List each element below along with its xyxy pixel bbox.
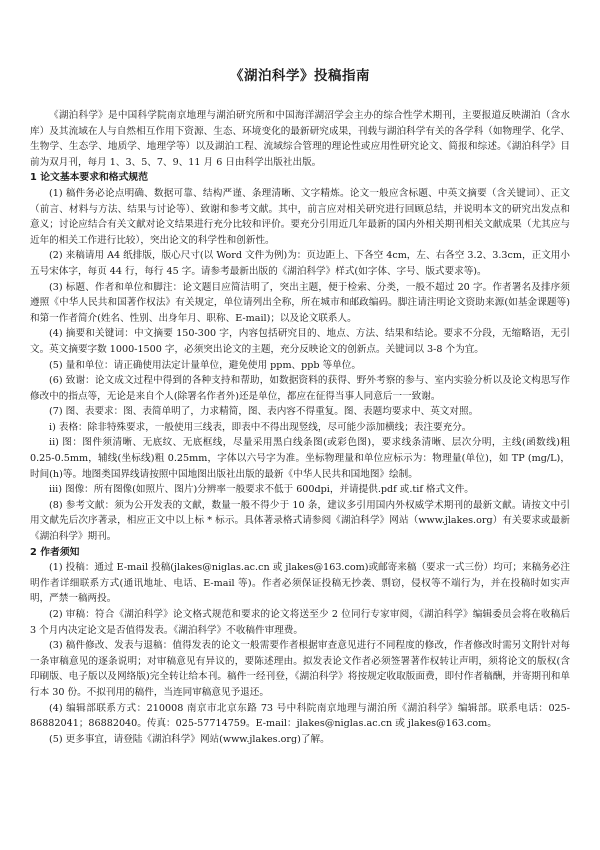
requirement-item: (8) 参考文献：须为公开发表的文献，数量一般不得少于 10 条，建议多引用国内外权威学术期刊的最新文献。请按文中引用文献先后次序著录，相应正文中以上标 * 标示。具体著录格式请参阅《湖泊科学》网站（www.jlakes.org）有关要求或最新《湖泊科学》期刊。 bbox=[30, 499, 570, 543]
requirement-subitem: ii) 图：图件须清晰、无底纹、无底框线，尽量采用黑白线条图(或彩色图)，要求线条清晰、层次分明，主线(函数线)粗 0.25-0.5mm，辅线(坐标线)粗 0.25mm，字体以六号字为准。坐标物理量和单位应标示为：物理量(单位)，如 TP (mg/L)，时间(h)等。地图类国界线请按照中国地图出版社出版的最新《中华人民共和国地图》绘制。 bbox=[30, 437, 570, 480]
requirement-item: (3) 标题、作者和单位和脚注：论文题目应简洁明了，突出主题，便于检索、分类，一般不超过 20 字。作者署名及排序须遵照《中华人民共和国著作权法》有关规定，单位请列出全称，所在城市和邮政编码。脚注请注明论文资助来源(如基金课题等)和第一作者简介(姓名、性别、出身年月、职称、E-mail)；以及论文联系人。 bbox=[30, 281, 570, 324]
requirement-subitem: i) 表格：除非特殊要求，一般使用三线表，即表中不得出现竖线，尽可能少添加横线；表注要充分。 bbox=[49, 421, 472, 433]
requirement-item: (7) 图、表要求：图、表简单明了，力求精简，图、表内容不得重复。图、表题均要求中、英文对照。 bbox=[49, 406, 479, 418]
author-note-item: (4) 编辑部联系方式：210008 南京市北京东路 73 号中科院南京地理与湖泊所《湖泊科学》编辑部。联系电话：025-86882041；86882040。传真：025-57714759。E-mail：jlakes@niglas.ac.cn 或 jlakes@163.com。 bbox=[30, 702, 570, 730]
author-note-item: (2) 审稿：符合《湖泊科学》论文格式规范和要求的论文将送至少 2 位同行专家审阅，《湖泊科学》编辑委员会将在收稿后 3 个月内决定论文是否值得发表。《湖泊科学》不收稿件审理费。 bbox=[30, 609, 570, 636]
requirement-subitem: iii) 图像：所有图像(如照片、图片)分辨率一般要求不低于 600dpi，并请提供.pdf 或.tif 格式文件。 bbox=[49, 484, 474, 496]
requirement-item: (4) 摘要和关键词：中文摘要 150-300 字，内容包括研究目的、地点、方法、结果和结论。要求不分段，无缩略语，无引文。英文摘要字数 1000-1500 字，必须突出论文的主题，充分反映论文的创新点。关键词以 3-8 个为宜。 bbox=[30, 328, 570, 355]
author-note-item: (1) 投稿：通过 E-mail 投稿(jlakes@niglas.ac.cn 或 jlakes@163.com)或邮寄来稿（要求一式三份）均可；来稿务必注明作者详细联系方式(通讯地址、电话、E-mail 等)。作者必须保证投稿无抄袭、剽窃，侵权等不端行为，并在投稿时如实声明，严禁一稿两投。 bbox=[30, 562, 570, 605]
author-note-item: (3) 稿件修改、发表与退稿：值得发表的论文一般需要作者根据审查意见进行不同程度的修改，作者修改时需另文附针对每一条审稿意见的逐条说明；对审稿意见有异议的，要陈述理由。拟发表论文作者必须签署著作权转让声明，须将论文的版权(含印刷版、电子版以及网络版)完全转让给本刊。稿件一经刊登，《湖泊科学》将按规定收取版面费，即付作者稿酬，并寄期刊和单行本 30 份。不拟刊用的稿件，当连同审稿意见予退还。 bbox=[30, 640, 570, 698]
requirement-item: (1) 稿件务必论点明确、数据可靠、结构严谨、条理清晰、文字精炼。论文一般应含标题、中英文摘要（含关键词）、正文（前言、材料与方法、结果与讨论等）、致谢和参考文献。其中，前言应对相关研究进行回顾总结，并说明本文的研究出发点和意义；讨论应结合有关文献对论文结果进行充分比较和评价。要充分引用近几年最新的国内外相关期刊相关文献成果（尤其应与近年的相关工作进行比较），突出论文的科学性和创新性。 bbox=[30, 187, 570, 246]
requirement-item: (2) 来稿请用 A4 纸排版，版心尺寸(以 Word 文件为例)为：页边距上、下各空 4cm，左、右各空 3.2、3.3cm，正文用小五号宋体字，每页 44 行，每行 45 字。请参考最新出版的《湖泊科学》样式(如字体、字号、版式要求等)。 bbox=[30, 250, 570, 277]
requirement-item: (6) 致谢：论文成文过程中得到的各种支持和帮助，如数据资料的获得、野外考察的参与、室内实验分析以及论文构思写作修改中的指点等，无论是来自个人(除署名作者外)还是单位，都应在征得当事人同意后一一致谢。 bbox=[30, 375, 570, 402]
section-heading-requirements: 1 论文基本要求和格式规范 bbox=[30, 172, 148, 184]
intro-paragraph: 《湖泊科学》是中国科学院南京地理与湖泊研究所和中国海洋湖沼学会主办的综合性学术期刊，主要报道反映湖泊（含水库）及其流域在人与自然相互作用下资源、生态、环境变化的最新研究成果，刊载与湖泊科学有关的各学科（如物理学、化学、生物学、生态学、地质学、地理学等）以及湖泊工程、流域综合管理的理论性或应用性研究论文、简报和综述。《湖泊科学》目前为双月刊，每月 1、3、5、7、9、11 月 6 日由科学出版社出版。 bbox=[30, 110, 570, 168]
author-note-item: (5) 更多事宜，请登陆《湖泊科学》网站(www.jlakes.org)了解。 bbox=[49, 733, 330, 745]
requirement-item: (5) 量和单位：请正确使用法定计量单位，避免使用 ppm、ppb 等单位。 bbox=[49, 359, 361, 371]
section-heading-author-notes: 2 作者须知 bbox=[30, 546, 80, 558]
page-title: 《湖泊科学》投稿指南 bbox=[230, 68, 370, 84]
